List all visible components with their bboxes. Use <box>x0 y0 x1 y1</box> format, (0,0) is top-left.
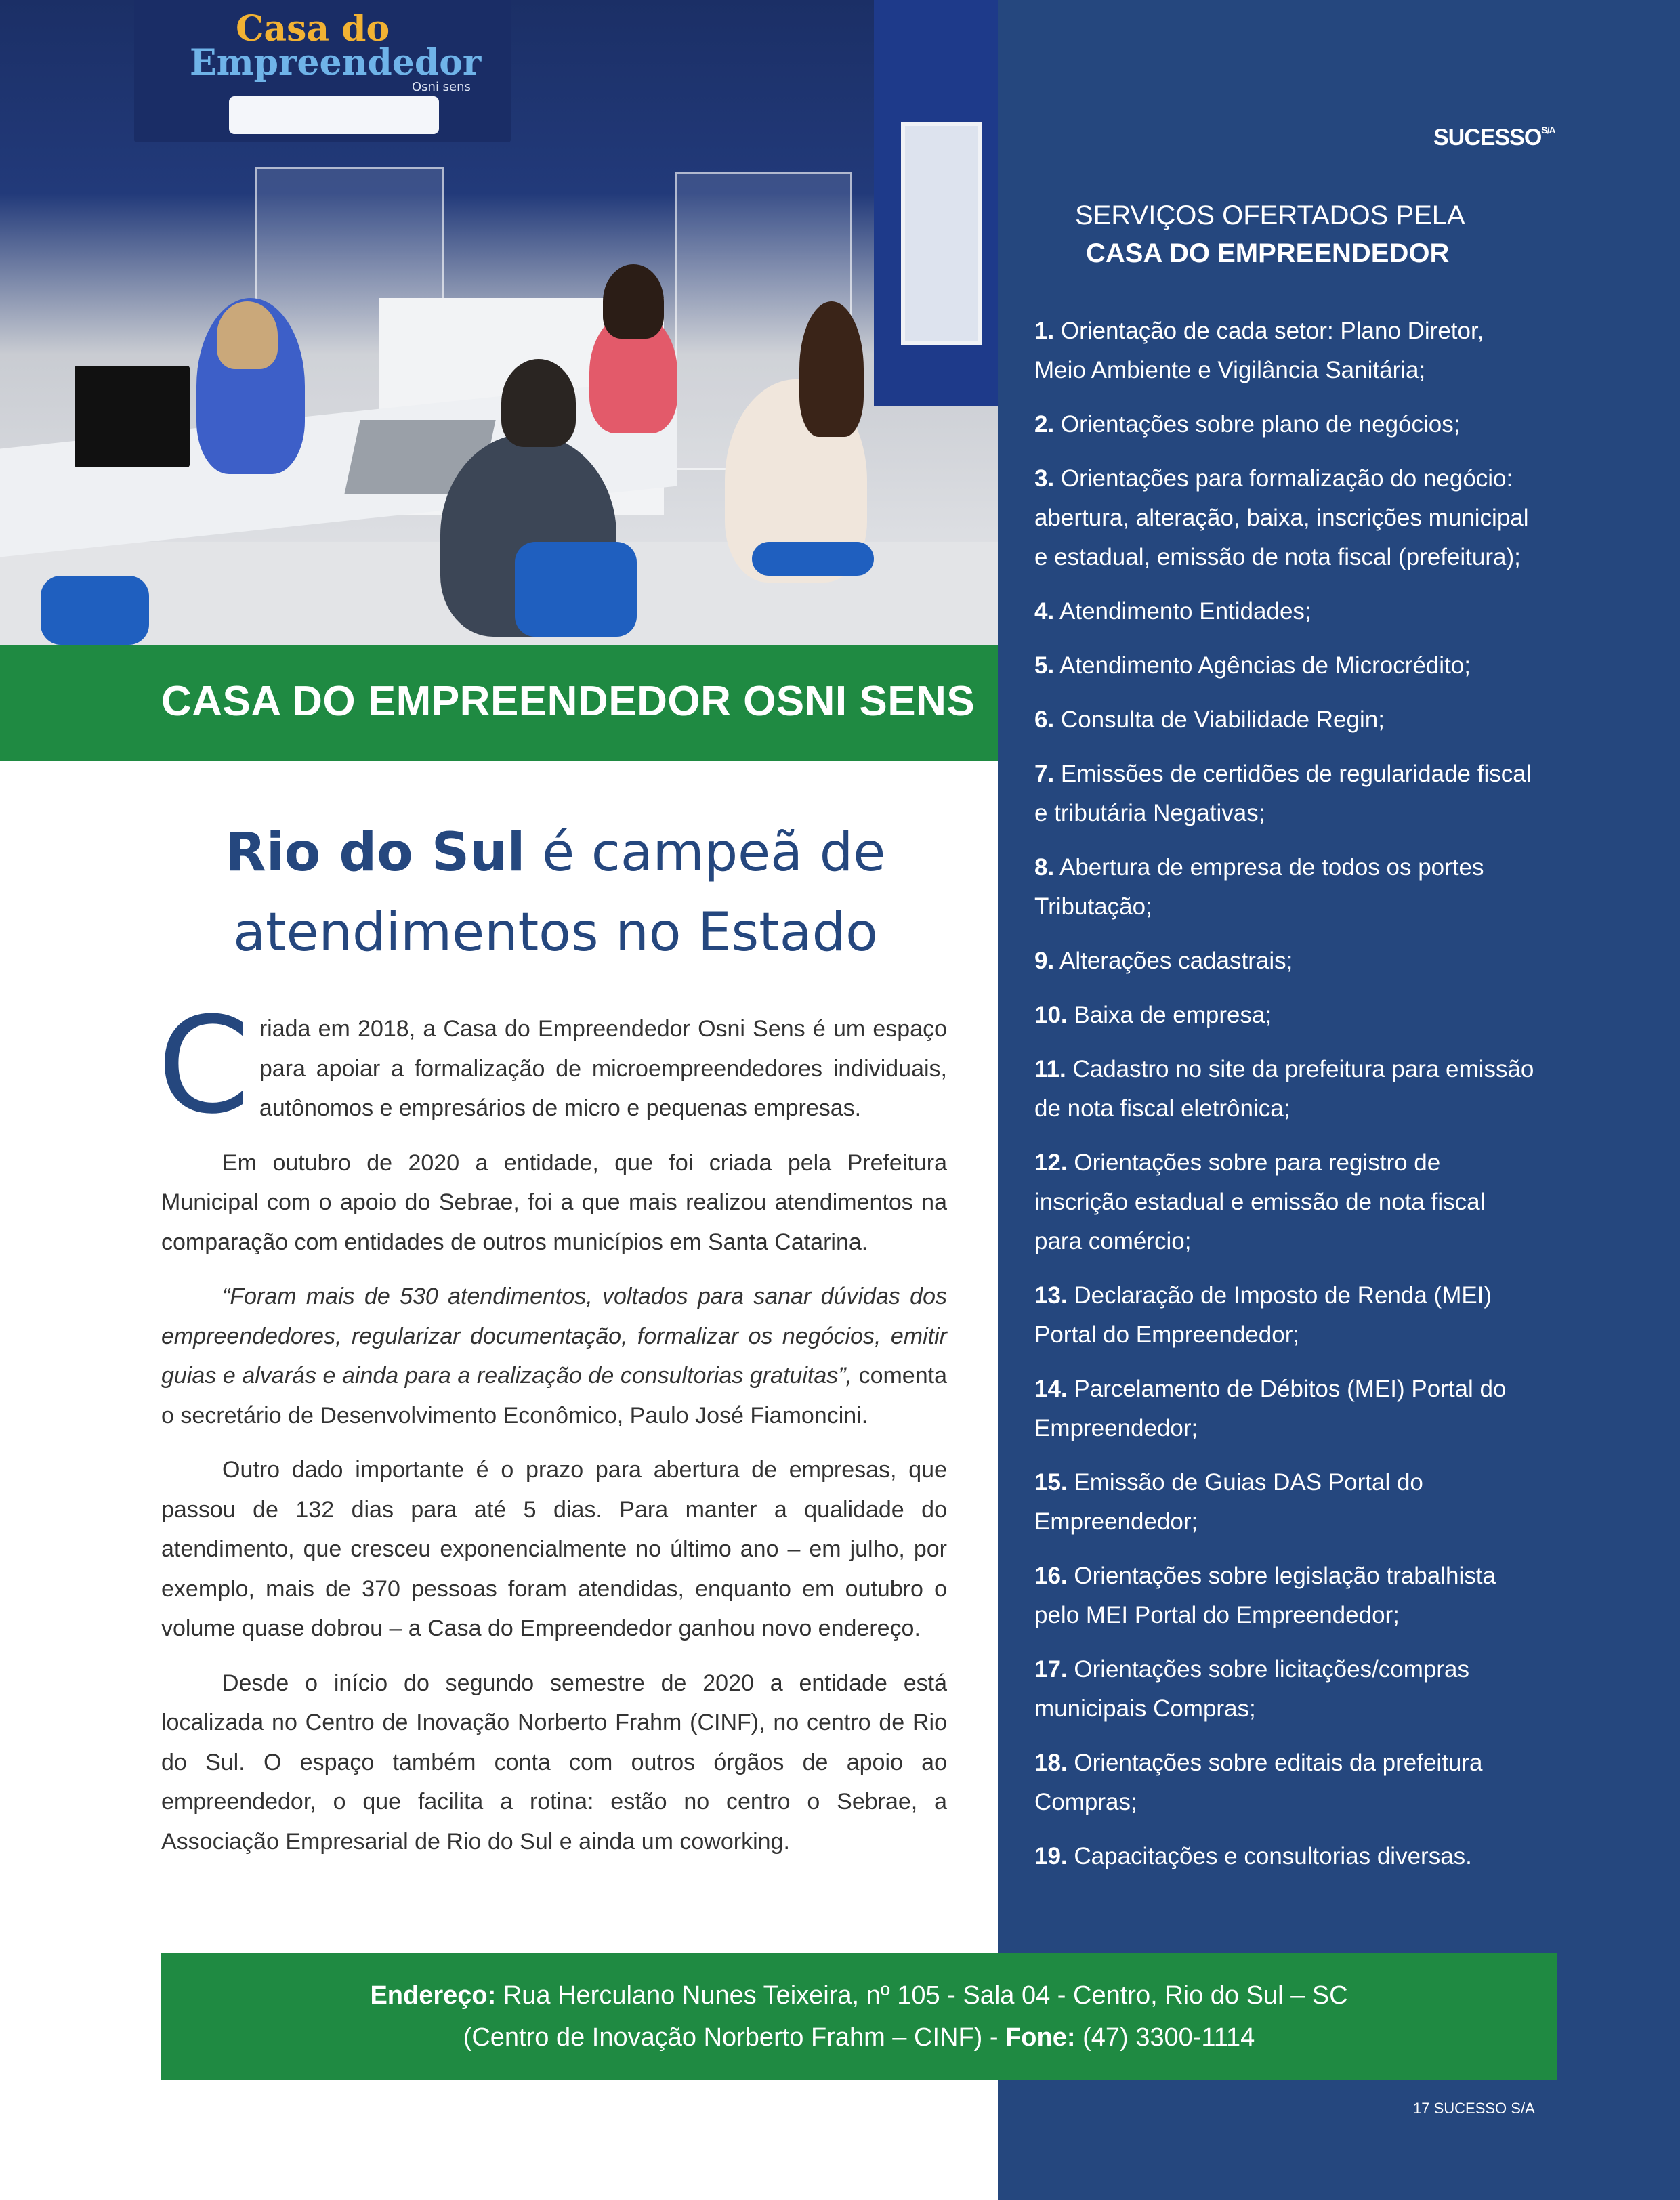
service-item-text: Orientações sobre licitações/compras municipais Compras; <box>1034 1656 1469 1722</box>
service-item <box>1034 1143 1536 1261</box>
service-item-text: Alterações cadastrais; <box>1054 948 1293 974</box>
service-item-number: 16. <box>1034 1563 1068 1589</box>
service-item-number: 4. <box>1034 598 1055 625</box>
headline-rest: é campeã de atendimentos no Estado <box>233 822 886 963</box>
service-item-text: Atendimento Agências de Microcrédito; <box>1054 652 1471 679</box>
photo-monitor <box>75 366 190 467</box>
service-item-number: 12. <box>1034 1149 1068 1176</box>
article-body <box>157 989 947 1876</box>
service-item <box>1034 1050 1536 1128</box>
photo-person-hair <box>799 301 864 437</box>
service-item-number: 6. <box>1034 706 1055 733</box>
service-item-text: Abertura de empresa de todos os portes Tributação; <box>1034 854 1484 920</box>
address-line1: Endereço: Rua Herculano Nunes Teixeira, nº 105 - Sala 04 - Centro, Rio do Sul – SC <box>370 1981 1348 2010</box>
service-item <box>1034 848 1536 927</box>
service-item-number: 7. <box>1034 761 1055 787</box>
page-footer: 17 SUCESSO S/A <box>1413 2100 1535 2117</box>
service-item <box>1034 459 1536 577</box>
sucesso-logo: $SUCESSO^{S/A}$ <box>1433 125 1555 150</box>
address-bar <box>161 1953 1557 2080</box>
photo-person-head <box>217 301 278 369</box>
paragraph: Criada em 2018, a Casa do Empreendedor Osni Sens é um espaço para apoiar a formalização de microempreendedores individuais, autônomos e empresários de micro e pequenas empresas. <box>157 989 947 1143</box>
service-item-text: Emissões de certidões de regularidade fiscal e tributária Negativas; <box>1034 761 1532 826</box>
service-item-text: Consulta de Viabilidade Regin; <box>1054 706 1385 733</box>
service-item <box>1034 405 1536 444</box>
quote: “Foram mais de 530 atendimentos, voltados para sanar dúvidas dos empreendedores, regularizar documentação, formalizar os negócios, emitir guias e alvarás e ainda para a realização de consultorias gratuitas”, <box>161 1284 947 1389</box>
service-item-number: 17. <box>1034 1656 1068 1683</box>
services-title-line2: CASA DO EMPREENDEDOR <box>1086 238 1450 268</box>
service-item-text: Baixa de empresa; <box>1067 1002 1272 1028</box>
paragraph: Em outubro de 2020 a entidade, que foi criada pela Prefeitura Municipal com o apoio do Sebrae, foi a que mais realizou atendimentos na comparação com entidades de outros municípios em Santa Catarina. <box>161 1149 947 1255</box>
service-item-number: 1. <box>1034 318 1055 344</box>
dropcap: C <box>157 989 250 1143</box>
service-item-text: Orientações sobre editais da prefeitura Compras; <box>1034 1750 1483 1815</box>
service-item-number: 13. <box>1034 1282 1068 1309</box>
service-item-number: 8. <box>1034 854 1055 881</box>
service-item-number: 15. <box>1034 1469 1068 1496</box>
service-item-text: Orientações sobre legislação trabalhista pelo MEI Portal do Empreendedor; <box>1034 1563 1496 1628</box>
service-item <box>1034 1743 1536 1822</box>
sign-partner-logos <box>229 96 439 134</box>
service-item <box>1034 646 1536 685</box>
service-item-text: Orientação de cada setor: Plano Diretor, Meio Ambiente e Vigilância Sanitária; <box>1034 318 1484 383</box>
service-item-text: Atendimento Entidades; <box>1054 598 1311 625</box>
address-line2: (Centro de Inovação Norberto Frahm – CINF) - Fone: (47) 3300-1114 <box>463 2023 1255 2052</box>
photo-sign <box>134 0 511 142</box>
photo-person-head <box>501 359 576 447</box>
service-item <box>1034 942 1536 981</box>
services-title-line1: SERVIÇOS OFERTADOS PELA <box>1075 200 1465 230</box>
photo-chair <box>752 542 874 576</box>
service-item-text: Declaração de Imposto de Renda (MEI) Portal do Empreendedor; <box>1034 1282 1492 1348</box>
service-item <box>1034 592 1536 631</box>
service-item <box>1034 1837 1536 1876</box>
photo-window <box>901 122 982 345</box>
service-item-number: 2. <box>1034 411 1055 438</box>
service-item-number: 9. <box>1034 948 1055 974</box>
service-item <box>1034 1276 1536 1355</box>
office-photo <box>0 0 998 645</box>
service-item <box>1034 755 1536 833</box>
service-item-text: Orientações sobre para registro de inscrição estadual e emissão de nota fiscal para comércio; <box>1034 1149 1486 1254</box>
service-item-number: 5. <box>1034 652 1055 679</box>
photo-chair <box>515 542 637 637</box>
headline-strong: Rio do Sul <box>225 822 526 883</box>
paragraph: Desde o início do segundo semestre de 2020 a entidade está localizada no Centro de Inovação Norberto Frahm (CINF), no centro de Rio do Sul. O espaço também conta com outros órgãos de apoio ao empreendedor, o que facilita a rotina: estão no centro o Sebrae, a Associação Empresarial de Rio do Sul e ainda um coworking. <box>161 1670 947 1855</box>
section-title: CASA DO EMPREENDEDOR OSNI SENS <box>161 678 975 725</box>
services-list <box>1034 312 1536 1891</box>
article-headline <box>163 813 948 973</box>
sign-text-casa-do: Casa do <box>236 8 390 49</box>
paragraph: Outro dado importante é o prazo para abertura de empresas, que passou de 132 dias para até 5 dias. Para manter a qualidade do atendimento, que cresceu exponencialmente no último ano – em julho, por exemplo, mais de 370 pessoas foram atendidas, enquanto em outubro o volume quase dobrou – a Casa do Empreendedor ganhou novo endereço. <box>161 1457 947 1641</box>
service-item <box>1034 1370 1536 1448</box>
sign-text-osni-sens: Osni sens <box>412 80 471 94</box>
service-item <box>1034 996 1536 1035</box>
service-item-text: Capacitações e consultorias diversas. <box>1067 1843 1472 1869</box>
sign-text-empreendedor: Empreendedor <box>190 42 482 83</box>
service-item-text: Cadastro no site da prefeitura para emissão de nota fiscal eletrônica; <box>1034 1056 1534 1122</box>
service-item-text: Orientações para formalização do negócio: abertura, alteração, baixa, inscrições municipal e estadual, emissão de nota fiscal (prefeitura); <box>1034 465 1529 570</box>
service-item-text: Parcelamento de Débitos (MEI) Portal do Empreendedor; <box>1034 1376 1507 1441</box>
photo-chair <box>41 576 149 645</box>
service-item-number: 11. <box>1034 1056 1066 1082</box>
service-item <box>1034 1463 1536 1542</box>
photo-person-head <box>603 264 664 339</box>
service-item-number: 3. <box>1034 465 1055 492</box>
paragraph-quote: “Foram mais de 530 atendimentos, voltados para sanar dúvidas dos empreendedores, regularizar documentação, formalizar os negócios, emitir guias e alvarás e ainda para a realização de consultorias gratuitas”, comenta o secretário de Desenvolvimento Econômico, Paulo José Fiamoncini. <box>161 1284 947 1429</box>
service-item <box>1034 312 1536 390</box>
service-item-text: Emissão de Guias DAS Portal do Empreendedor; <box>1034 1469 1423 1535</box>
service-item-number: 10. <box>1034 1002 1068 1028</box>
service-item-number: 14. <box>1034 1376 1068 1402</box>
service-item <box>1034 1557 1536 1635</box>
service-item-number: 19. <box>1034 1843 1068 1869</box>
service-item-number: 18. <box>1034 1750 1068 1776</box>
service-item <box>1034 1650 1536 1729</box>
service-item-text: Orientações sobre plano de negócios; <box>1054 411 1461 438</box>
service-item <box>1034 700 1536 740</box>
section-title-bar <box>0 645 998 761</box>
